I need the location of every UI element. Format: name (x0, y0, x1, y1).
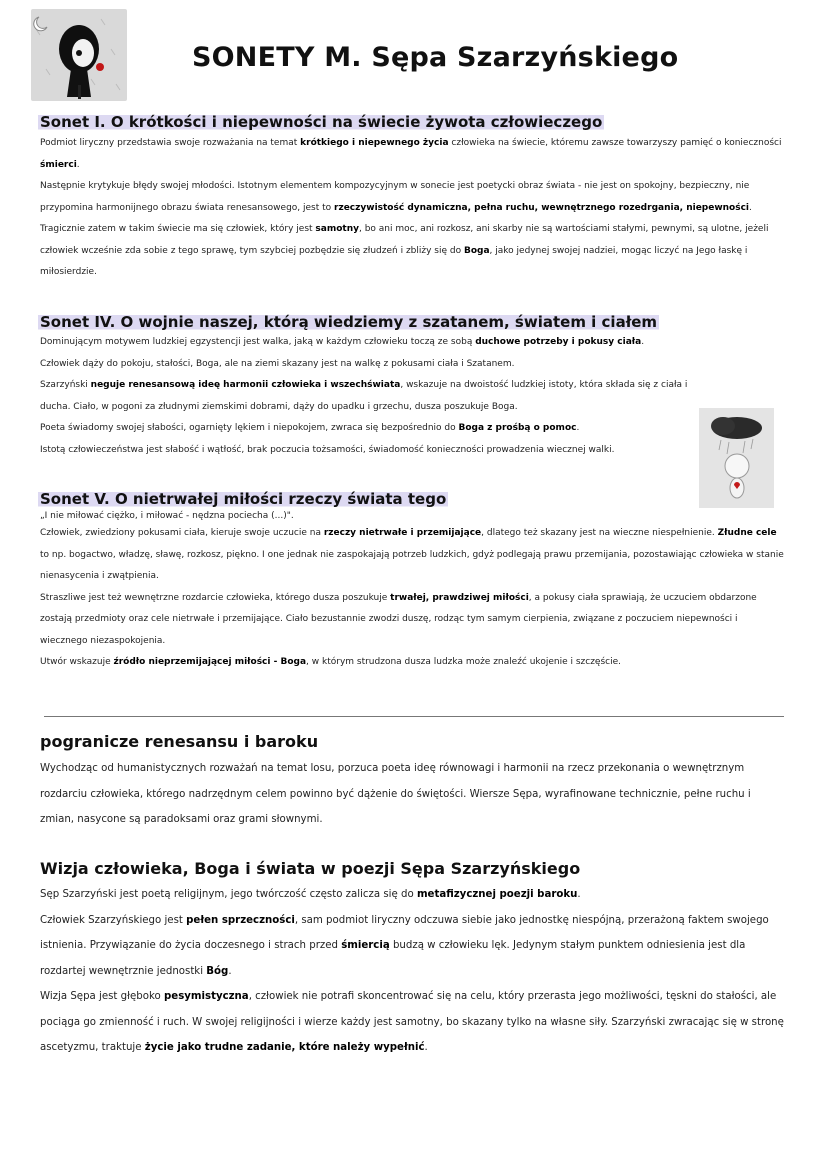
paragraph: Poeta świadomy swojej słabości, ogarnięty lękiem i niepokojem, zwraca się bezpośrednio do Boga z prośbą o pomoc. (40, 423, 580, 433)
paragraph: Człowiek Szarzyńskiego jest pełen sprzeczności, sam podmiot liryczny odczuwa siebie jako jednostkę niespójną, przerażoną faktem swojego istnienia. Przywiązanie do życia doczesnego i strach przed śmiercią budzą w człowieku lęk. Jedynym stałym punktem odniesienia jest dla rozdartej wewnętrznie jednostki Bóg. (40, 914, 769, 977)
sad-figure-illustration (699, 408, 774, 508)
paragraph: Sęp Szarzyński jest poetą religijnym, jego twórczość często zalicza się do metafizycznej poezji baroku. (40, 889, 581, 900)
paragraph: Tragicznie zatem w takim świecie ma się człowiek, który jest samotny, bo ani moc, ani rozkosz, ani skarby nie są wartościami stałymi, pewnymi, są ulotne, jeżeli człowiek wcześnie zda sobie z tego sprawę, tym szybciej pozbędzie się złudzeń i zbliży się do Boga, jako jedynej swojej nadziei, mogąc liczyć na Jego łaskę i miłosierdzie. (40, 224, 769, 277)
section-heading-wizja: Wizja człowieka, Boga i świata w poezji Sępa Szarzyńskiego (40, 859, 581, 878)
paragraph: Utwór wskazuje źródło nieprzemijającej miłości - Boga, w którym strudzona dusza ludzka może znaleźć ukojenie i szczęście. (40, 657, 621, 667)
paragraph: Istotą człowieczeństwa jest słabość i wątłość, brak poczucia tożsamości, świadomość konieczności prowadzenia wiecznej walki. (40, 444, 615, 455)
paragraph: Człowiek dąży do pokoju, stałości, Boga, ale na ziemi skazany jest na walkę z pokusami ciała i Szatanem. (40, 358, 515, 369)
paragraph: Straszliwe jest też wewnętrzne rozdarcie człowieka, którego dusza poszukuje trwałej, prawdziwej miłości, a pokusy ciała sprawiają, że uczuciem obdarzone zostają przedmioty oraz cele nietrwałe i przemijające. Ciało bezustannie zwodzi duszę, rodząc tym samym cierpienia, związane z poczuciem niepewności i wiecznego niezaspokojenia. (40, 592, 757, 646)
paragraph: Szarzyński neguje renesansową ideę harmonii człowieka i wszechświata, wskazuje na dwoistość ludzkiej istoty, która składa się z ciała i ducha. Ciało, w pogoni za złudnymi ziemskimi dobrami, dąży do upadku i grzechu, dusza poszukuje Boga. (40, 380, 688, 412)
sonet-5-quote: „I nie miłować ciężko, i miłować - nędzna pociecha (...)". (40, 511, 294, 521)
paragraph: Następnie krytykuje błędy swojej młodości. Istotnym elementem kompozycyjnym w sonecie jest poetycki obraz świata - nie jest on spokojny, bezpieczny, nie przypomina harmonijnego obrazu świata renesansowego, jest to rzeczywistość dynamiczna, pełna ruchu, wewnętrznego rozedrgania, niepewności. (40, 181, 752, 213)
page-title: SONETY M. Sępa Szarzyńskiego (192, 42, 679, 73)
section-heading-sonet-4: Sonet IV. O wojnie naszej, którą wiedziemy z szatanem, światem i ciałem (40, 313, 658, 331)
pogranicze-text (40, 756, 785, 833)
sonet-5-text (40, 523, 785, 674)
sonet-4-text (40, 332, 690, 461)
sonet-1-text (40, 133, 785, 284)
section-heading-sonet-1: Sonet I. O krótkości i niepewności na świecie żywota człowieczego (40, 113, 603, 131)
paragraph: Podmiot liryczny przedstawia swoje rozważania na temat krótkiego i niepewnego życia człowieka na świecie, któremu zawsze towarzyszy pamięć o konieczności śmierci. (40, 138, 782, 170)
paragraph: Wizja Sępa jest głęboko pesymistyczna, człowiek nie potrafi skoncentrować się na celu, który przerasta jego możliwości, tęskni do stałości, ale pociąga go zmienność i ruch. W swojej religijności i wierze każdy jest samotny, bo skazany tylko na własne siły. Szarzyński zwracając się w stronę ascetyzmu, traktuje życie jako trudne zadanie, które należy wypełnić. (40, 991, 784, 1053)
section-heading-sonet-5: Sonet V. O nietrwałej miłości rzeczy świata tego (40, 490, 447, 508)
paragraph: Dominującym motywem ludzkiej egzystencji jest walka, jaką w każdym człowieku toczą ze sobą duchowe potrzeby i pokusy ciała. (40, 337, 645, 347)
paragraph: Człowiek, zwiedziony pokusami ciała, kieruje swoje uczucie na rzeczy nietrwałe i przemijające, dlatego też skazany jest na wieczne niespełnienie. Złudne cele to np. bogactwo, władzę, sławę, rozkosz, piękno. I one jednak nie zaspokajają potrzeb ludzkich, gdyż podlegają prawu przemijania, pozostawiając człowieka w stanie nienasycenia i zwątpienia. (40, 528, 784, 581)
header-illustration (31, 9, 127, 101)
section-divider (44, 716, 784, 717)
wizja-text (40, 882, 785, 1061)
paragraph: Wychodząc od humanistycznych rozważań na temat losu, porzuca poeta ideę równowagi i harmonii na rzecz przekonania o wewnętrznym rozdarciu człowieka, którego nadrzędnym celem powinno być dążenie do świętości. Wiersze Sępa, wyrafinowane technicznie, pełne ruchu i zmian, nasycone są paradoksami oraz grami słownymi. (40, 763, 751, 825)
section-heading-pogranicze: pogranicze renesansu i baroku (40, 732, 319, 751)
